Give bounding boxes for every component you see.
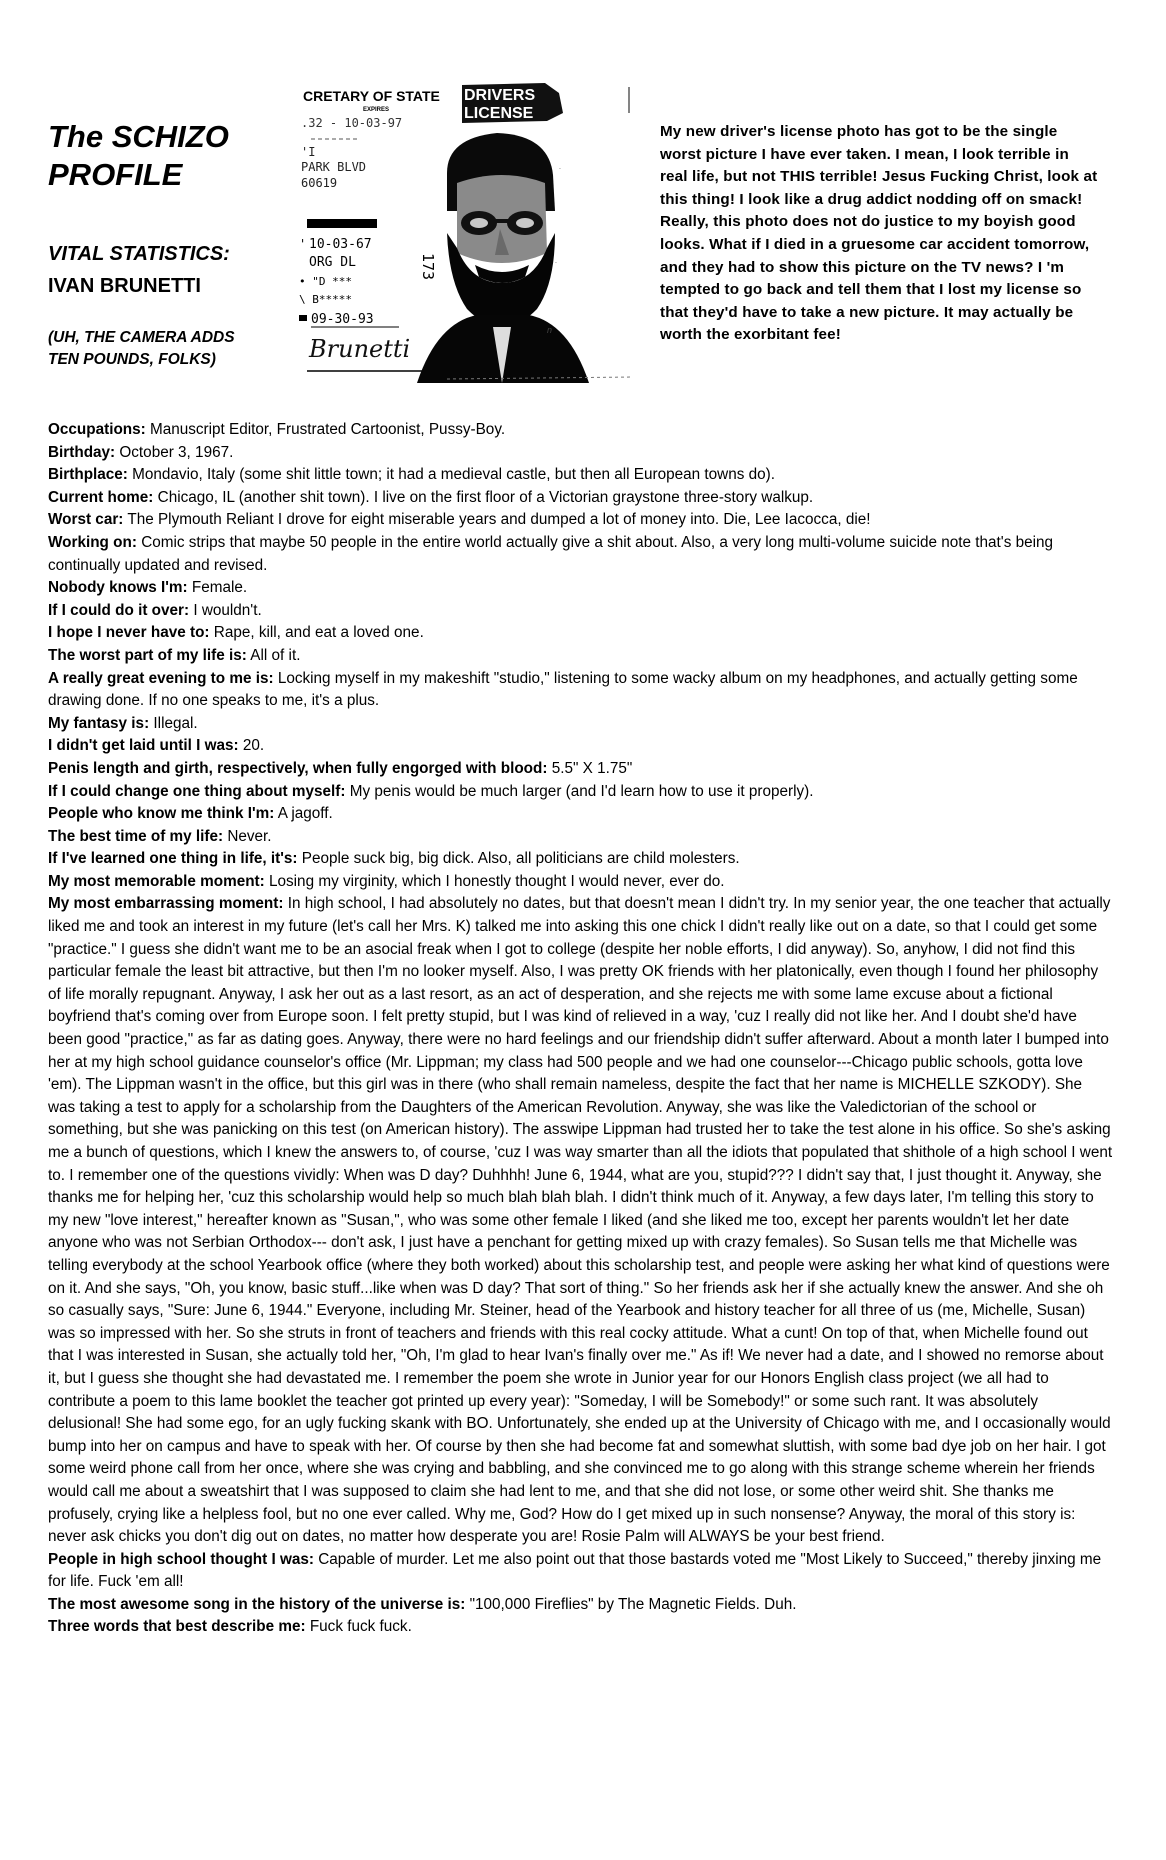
profile-entry-label: My most memorable moment: bbox=[48, 872, 265, 890]
profile-entry bbox=[48, 645, 1113, 668]
profile-entry bbox=[48, 758, 1113, 781]
profile-entry-label: My fantasy is: bbox=[48, 714, 150, 732]
profile-entry-value: Capable of murder. Let me also point out that those bastards voted me "Most Likely to Succeed," thereby jinxing me for life. Fuck 'em all! bbox=[48, 1550, 1102, 1591]
license-drivers-word: DRIVERS bbox=[464, 87, 536, 104]
profile-entry-label: If I could change one thing about myself: bbox=[48, 782, 346, 800]
profile-entry-label: Nobody knows I'm: bbox=[48, 579, 188, 597]
license-license-word: LICENSE bbox=[464, 105, 534, 122]
profile-entry bbox=[48, 1594, 1113, 1617]
svg-text:n: n bbox=[547, 325, 553, 335]
profile-entry bbox=[48, 1549, 1113, 1594]
profile-entry bbox=[48, 487, 1113, 510]
profile-entry bbox=[48, 600, 1113, 623]
profile-entry-value: All of it. bbox=[250, 646, 301, 664]
license-expiry-line: .32 - 10-03-97 bbox=[301, 116, 403, 130]
profile-entry-value: I wouldn't. bbox=[193, 601, 262, 619]
profile-entry-label: Worst car: bbox=[48, 511, 124, 529]
profile-entry bbox=[48, 442, 1113, 465]
license-expires: EXPIRES bbox=[363, 107, 390, 113]
profile-entry-label: Occupations: bbox=[48, 421, 146, 438]
profile-entry-label: Three words that best describe me: bbox=[48, 1618, 306, 1636]
profile-entry bbox=[48, 893, 1113, 1548]
license-portrait bbox=[417, 133, 589, 383]
profile-entry bbox=[48, 848, 1113, 871]
svg-text:.: . bbox=[555, 258, 557, 265]
profile-entry-label: The most awesome song in the history of the universe is: bbox=[48, 1595, 466, 1613]
title-line-1: The SCHIZO bbox=[48, 119, 229, 154]
profile-entry-value: 20. bbox=[242, 737, 265, 755]
profile-entry bbox=[48, 668, 1113, 713]
profile-entry-label: I hope I never have to: bbox=[48, 624, 210, 642]
profile-entry-label: I didn't get laid until I was: bbox=[48, 737, 239, 755]
license-dob: 10-03-67 bbox=[309, 237, 372, 252]
profile-entry-value: Comic strips that maybe 50 people in the entire world actually give a shit about. Also, a very long multi-volume suicide note that's being continually updated and revised. bbox=[48, 533, 1054, 574]
profile-entry-value: Fuck fuck fuck. bbox=[309, 1618, 412, 1636]
profile-entry-value: In high school, I had absolutely no dates, but that doesn't mean I didn't try. In my senior year, the one teacher that actually liked me and took an interest in my future (let's call her Mrs. K) talked me into asking this one chick I didn't really like out on a date, so that I could get some "practice." I guess she didn't want me to be an asocial freak when I got to college (despite her noble efforts, I did anyway). So, anyhow, I did not find this particular female the least bit attractive, but then I'm no looker myself. Also, I was pretty OK friends with her platonically, even though I found her philosophy of life morally repugnant. Anyway, I ask her out as a last resort, as an act of desperation, and she rejects me with some lame excuse about a fictional boyfriend that's coming over from Europe soon. I felt pretty stupid, but I was kind of relieved in a way, 'cuz I really did not like her. And I doubt she'd have been good "practice," as far as dating goes. Anyway, there were no hard feelings and our friendship didn't suffer afterward. About a month later I bumped into her at my high school guidance counselor's office (Mr. Lippman; my class had 500 people and we had one counselor---Chicago public schools, gotta love 'em). The Lippman wasn't in the office, but this girl was in there (who shall remain nameless, despite the fact that her name is MICHELLE SZKODY). She was taking a test to apply for a scholarship from the Daughters of the American Revolution. Anyway, she was like the Valedictorian of the school or something, but she was panicking on this test (on American history). The asswipe Lippman had trusted her to take the test alone in his office. So she's asking me a bunch of questions, which I knew the answers to, of course, 'cuz I was way smarter than all the idiots that populated that shithole of a high school I went to. I remember one of the questions vividly: When was D day? Duhhhh! June 6, 1944, what are you, stupid??? I didn't say that, I just thought it. Anyway, she thanks me for helping her, 'cuz this scholarship would help so much blah blah blah. I didn't think much of it. Anyway, a few days later, I'm telling this story to my new "love interest," hereafter known as "Susan,", who was some other female I liked (and she liked me too, except her parents wouldn't let her date anyone who was not Serbian Orthodox--- don't ask, I just have a penchant for getting mixed up with crazy females). So Susan tells me that Michelle was telling everybody at the school Yearbook office (where they both worked) about this scholarship test, and people were asking her what kind of questions were on it. And she says, "Oh, you know, basic stuff...like when was D day? That sort of thing." So her friends ask her if she actually knew the answer. And she oh so casually says, "Sure: June 6, 1944." Everyone, including Mr. Steiner, head of the Yearbook and history teacher for all three of us (me, Michelle, Susan) was so impressed with her. So she struts in front of teachers and friends with this real cocky attitude. What a cunt! On top of that, when Michelle found out that I was interested in Susan, she actually told her, "Oh, I'm glad to hear Ivan's finally over me." As if! We never had a date, and I showed no remorse about it, but I guess she thought she had devastated me. I remember the poem she wrote in Junior year for our Honors English class project (we all had to contribute a poem to this lame booklet the teacher got printed up every year): "Someday, I will be Somebody!" or some such rant. It was absolutely delusional! She had some ego, for an ugly fucking skank with BO. Unfortunately, she ended up at the University of Chicago with me, and I occasionally would bump into her on campus and have to speak with her. Of course by then she had become fat and somewhat sluttish, with some bad dye job on her hair. I got some weird phone call from her once, where she was crying and babbling, and she convinced me to go along with this strange scheme wherein her friends would call me about a sweatshirt that I was supposed to claim she had lent to me, and that she did not lose, or some other weird shit. She thanks me profusely, crying like a helpless fool, but no one ever called. Why me, God? How do I get mixed up in such nonsense? Anyway, the moral of this story is: never ask chicks you don't dig out on dates, no matter how desperate you are! Rosie Palm will ALWAYS be your best friend. bbox=[48, 895, 1113, 1546]
profile-entry bbox=[48, 509, 1113, 532]
profile-entry bbox=[48, 464, 1113, 487]
profile-entry-label: The worst part of my life is: bbox=[48, 646, 247, 664]
profile-entry bbox=[48, 577, 1113, 600]
profile-entry-value: Female. bbox=[191, 579, 248, 597]
profile-entry-value: My penis would be much larger (and I'd learn how to use it properly). bbox=[349, 782, 814, 800]
profile-entry-value: The Plymouth Reliant I drove for eight miserable years and dumped a lot of money into. Die, Lee Iacocca, die! bbox=[127, 511, 871, 529]
profile-entry-value: People suck big, big dick. Also, all politicians are child molesters. bbox=[301, 850, 740, 868]
profile-entry-label: Birthday: bbox=[48, 443, 116, 461]
profile-entry-value: Mondavio, Italy (some shit little town; it had a medieval castle, but then all European towns do). bbox=[132, 466, 775, 484]
profile-entry-value: "100,000 Fireflies" by The Magnetic Fields. Duh. bbox=[469, 1595, 797, 1613]
profile-entry-label: If I could do it over: bbox=[48, 601, 190, 619]
profile-entry-label: If I've learned one thing in life, it's: bbox=[48, 850, 298, 868]
profile-entry bbox=[48, 532, 1113, 577]
license-class: ORG DL bbox=[309, 255, 356, 270]
camera-note-line-1: (UH, THE CAMERA ADDS bbox=[48, 329, 235, 346]
profile-entry bbox=[48, 781, 1113, 804]
profile-entry-label: People in high school thought I was: bbox=[48, 1550, 314, 1568]
license-zip: 60619 bbox=[301, 176, 338, 190]
svg-text:• "D ***: • "D *** bbox=[299, 275, 352, 288]
profile-entry-value: Illegal. bbox=[153, 714, 198, 732]
license-side-number: 173 bbox=[419, 253, 437, 281]
license-signature: Brunetti bbox=[309, 335, 411, 363]
profile-entry bbox=[48, 735, 1113, 758]
profile-entry bbox=[48, 1616, 1113, 1639]
profile-entry bbox=[48, 419, 1113, 442]
profile-entry-label: Current home: bbox=[48, 488, 154, 506]
profile-entry-value: Losing my virginity, which I honestly thought I would never, ever do. bbox=[269, 872, 725, 890]
profile-entry-label: People who know me think I'm: bbox=[48, 805, 275, 823]
svg-text:'I: 'I bbox=[301, 145, 316, 159]
profile-entry bbox=[48, 622, 1113, 645]
profile-body bbox=[48, 419, 1113, 1639]
license-header-stamp bbox=[462, 83, 563, 123]
profile-entry-value: October 3, 1967. bbox=[119, 443, 234, 461]
profile-entry-label: Working on: bbox=[48, 533, 137, 551]
license-issue-date: 09-30-93 bbox=[311, 312, 374, 327]
license-address: PARK BLVD bbox=[301, 160, 367, 174]
camera-note bbox=[48, 327, 288, 371]
drivers-license-image bbox=[297, 83, 633, 383]
profile-entry-label: A really great evening to me is: bbox=[48, 669, 274, 687]
vital-statistics-heading: VITAL STATISTICS: bbox=[48, 243, 230, 265]
subject-name: IVAN BRUNETTI bbox=[48, 275, 201, 297]
profile-entry-label: Birthplace: bbox=[48, 466, 128, 484]
profile-entry-value: A jagoff. bbox=[277, 805, 333, 823]
camera-note-line-2: TEN POUNDS, FOLKS) bbox=[48, 351, 216, 368]
profile-entry bbox=[48, 871, 1113, 894]
svg-text:.: . bbox=[559, 164, 561, 171]
profile-entry-label: Penis length and girth, respectively, when fully engorged with blood: bbox=[48, 759, 548, 777]
profile-entry-value: Rape, kill, and eat a loved one. bbox=[213, 624, 424, 642]
profile-entry-value: Chicago, IL (another shit town). I live on the first floor of a Victorian graystone three-story walkup. bbox=[157, 488, 814, 506]
profile-entry-value: Locking myself in my makeshift "studio," listening to some wacky album on my headphones, and actually getting some drawing done. If no one speaks to me, it's a plus. bbox=[48, 669, 1078, 710]
page-title bbox=[48, 118, 288, 194]
profile-entry-value: Never. bbox=[227, 827, 272, 845]
profile-entry-value: Manuscript Editor, Frustrated Cartoonist, Pussy-Boy. bbox=[150, 421, 506, 438]
title-line-2: PROFILE bbox=[48, 157, 183, 192]
profile-entry-label: My most embarrassing moment: bbox=[48, 895, 284, 913]
profile-entry bbox=[48, 803, 1113, 826]
profile-entry bbox=[48, 713, 1113, 736]
profile-entry bbox=[48, 826, 1113, 849]
svg-text:': ' bbox=[299, 237, 307, 251]
profile-entry-label: The best time of my life: bbox=[48, 827, 224, 845]
photo-caption: My new driver's license photo has got to be the single worst picture I have ever taken. I mean, I look terrible in real life, but not THIS terrible! Jesus Fucking Christ, look at this thing! I look like a drug addict nodding off on smack! Really, this photo does not do justice to my boyish good looks. What if I died in a gruesome car accident tomorrow, and they had to show this picture on the TV news? I 'm tempted to go back and tell them that I lost my license so that they'd have to take a new picture. It may actually be worth the exorbitant fee! bbox=[660, 123, 1098, 344]
svg-text:\ B*****: \ B***** bbox=[299, 293, 352, 306]
profile-entry-value: 5.5" X 1.75" bbox=[551, 759, 633, 777]
license-secretary-of-state: CRETARY OF STATE bbox=[303, 88, 440, 104]
